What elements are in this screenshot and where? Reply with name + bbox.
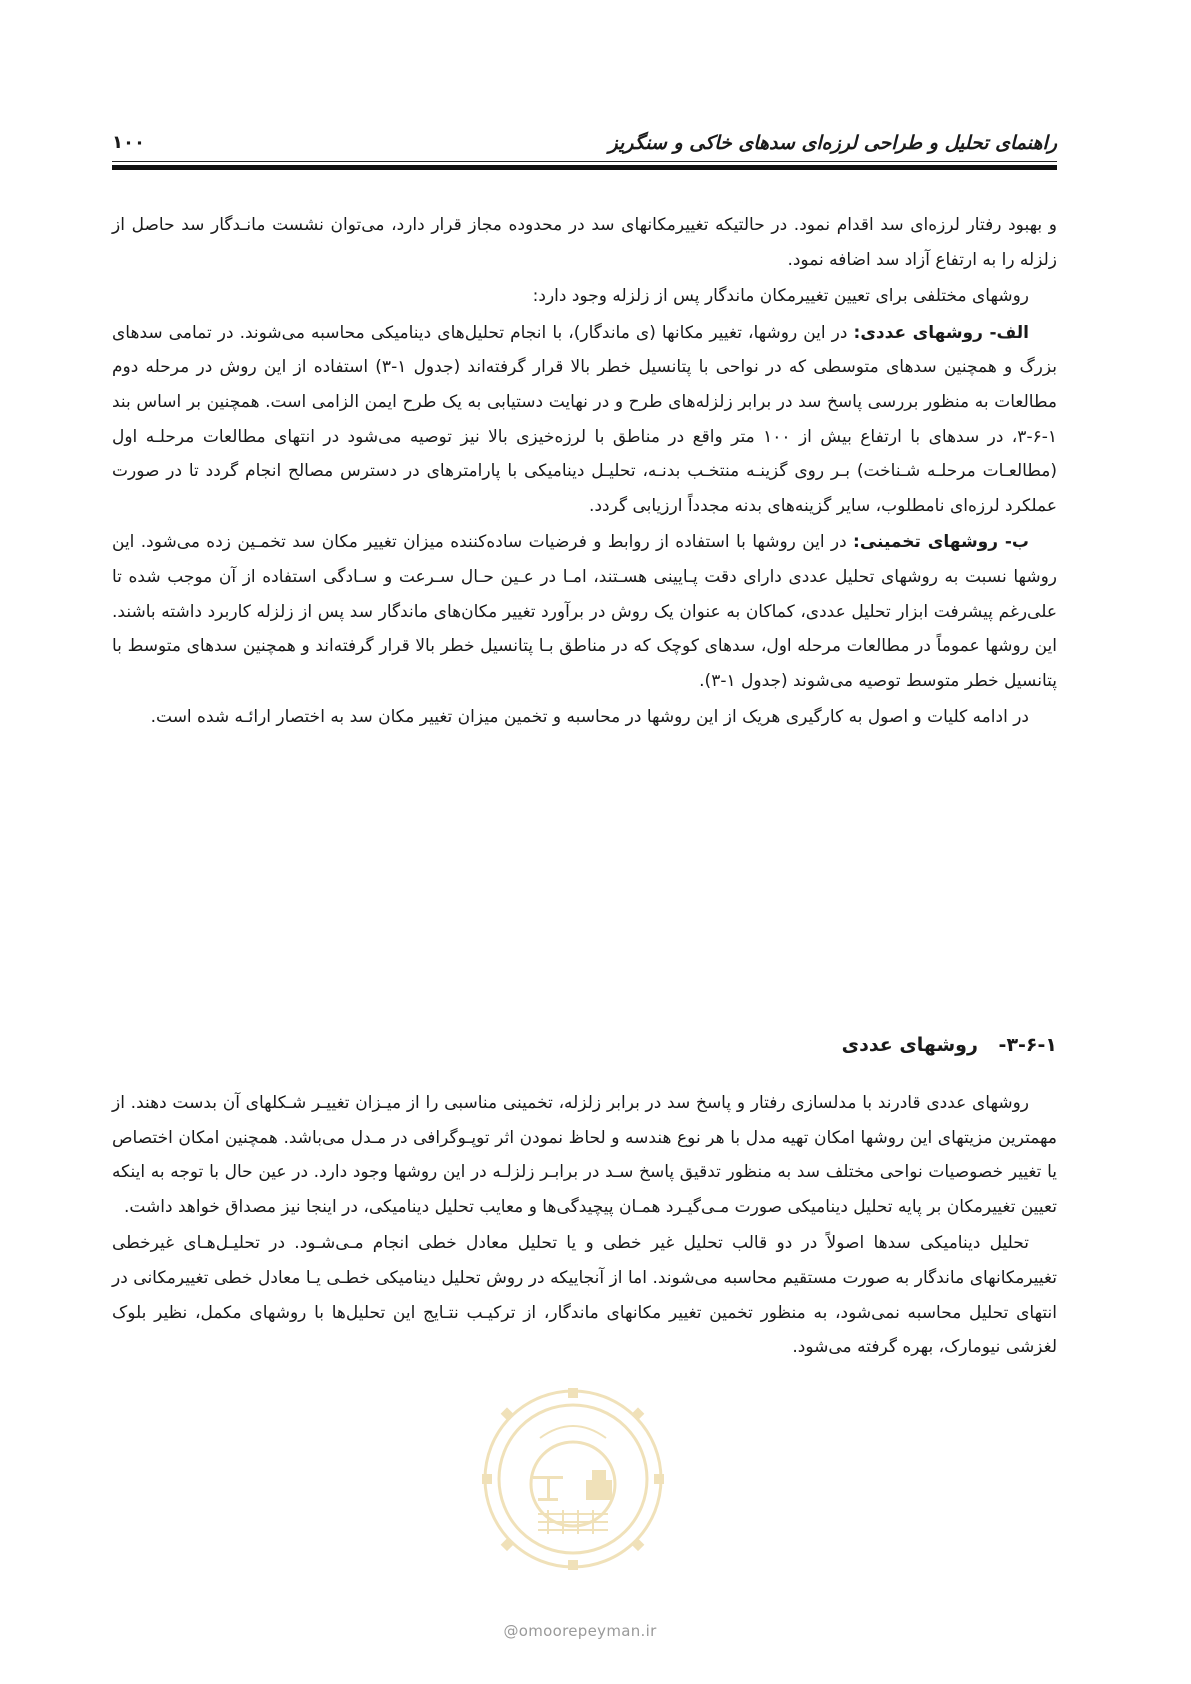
header-rule-thick xyxy=(112,165,1057,170)
paragraph-body: در این روشها، تغییر مکانها (ی ماندگار)، با انجام تحلیل‌های دینامیکی محاسبه می‌شوند. در تمامی سدهای بزرگ و همچنین سدهای متوسطی که در نواحی با پتانسیل خطر بالا قرار گرفته‌اند (جدول ۱-۳) استفاده از این روش در مرحله دوم مطالعات به منظور بررسی پاسخ سد در برابر زلزله‌های طرح و در نهایت دستیابی به یک طرح ایمن الزامی است. همچنین بر اساس بند ۱-۶-۳، در سدهای با ارتفاع بیش از ۱۰۰ متر واقع در مناطق با لرزه‌خیزی بالا نیز توصیه می‌شود در انتهای مطالعات مرحلـه اول (مطالعـات مرحلـه شـناخت) بـر روی گزینـه منتخـب بدنـه، تحلیـل دینامیکی با پارامترهای در دسترس مصالح انجام گردد تا در صورت عملکرد لرزه‌ای نامطلوب، سایر گزینه‌های بدنه مجدداً ارزیابی گردد. xyxy=(112,322,1057,516)
paragraph-lead: الف- روشهای عددی: xyxy=(853,322,1029,343)
paragraph xyxy=(112,525,1057,698)
section-body-text xyxy=(112,1086,1057,1367)
paragraph xyxy=(112,316,1057,524)
watermark-seal-icon xyxy=(478,1384,668,1574)
body-text xyxy=(112,208,1057,737)
section-heading xyxy=(112,1034,1057,1056)
header-rule-thin xyxy=(112,161,1057,162)
watermark-url: @omoorepeyman.ir xyxy=(503,1622,657,1640)
paragraph: و بهبود رفتار لرزه‌ای سد اقدام نمود. در حالتیکه تغییرمکانهای سد در محدوده مجاز قرار دارد، می‌توان نشست مانـدگار سد حاصل از زلزله را به ارتفاع آزاد سد اضافه نمود. xyxy=(112,215,1057,270)
section-number: ۳-۶-۱- xyxy=(998,1034,1057,1056)
paragraph: روشهای عددی قادرند با مدلسازی رفتار و پاسخ سد در برابر زلزله، تخمینی مناسبی را از میـزان تغییـر شـکلهای آن بدست دهند. از مهمترین مزیتهای این روشها امکان تهیه مدل با هر نوع هندسه و لحاظ نمودن اثر توپـوگرافی در مـدل می‌باشد. همچنین امکان اختصاص یا تغییر خصوصیات نواحی مختلف سد به منظور تدقیق پاسخ سـد در برابـر زلزلـه در این روشها وجود دارد. در عین حال با توجه به اینکه تعیین تغییرمکان بر پایه تحلیل دینامیکی صورت مـی‌گیـرد همـان پیچیدگی‌ها و معایب تحلیل دینامیکی، در اینجا نیز مصداق خواهد داشت. xyxy=(112,1093,1057,1217)
paragraph-lead: ب- روشهای تخمینی: xyxy=(853,532,1029,553)
page-header xyxy=(112,128,1057,168)
page-number: ۱۰۰ xyxy=(112,132,145,153)
paragraph: تحلیل دینامیکی سدها اصولاً در دو قالب تحلیل غیر خطی و یا تحلیل معادل خطی انجام مـی‌شـود. در تحلیـل‌هـای غیرخطی تغییرمکانهای ماندگار به صورت مستقیم محاسبه می‌شوند. اما از آنجاییکه در روش تحلیل دینامیکی خطـی یـا معادل خطی تغییرمکانی در انتهای تحلیل محاسبه نمی‌شود، به منظور تخمین تغییر مکانهای ماندگار، از ترکیـب نتـایج این تحلیل‌ها با روشهای مکمل، نظیر بلوک لغزشی نیومارک، بهره گرفته می‌شود. xyxy=(112,1233,1057,1358)
paragraph-body: در این روشها با استفاده از روابط و فرضیات ساده‌کننده میزان تغییر مکان سد تخمـین زده می‌شود. این روشها نسبت به روشهای تحلیل عددی دارای دقت پـایینی هسـتند، امـا در عـین حـال سـرعت و سـادگی استفاده از آن موجب شده تا علی‌رغم پیشرفت ابزار تحلیل عددی، کماکان به عنوان یک روش در برآورد تغییر مکان‌های ماندگار سد پس از زلزله کاربرد داشته باشند. این روشها عموماً در مطالعات مرحله اول، سدهای کوچک که در مناطق بـا پتانسیل خطر بالا قرار گرفته‌اند و همچنین سدهای متوسط با پتانسیل خطر متوسط توصیه می‌شوند (جدول ۱-۳). xyxy=(112,532,1057,691)
paragraph: در ادامه کلیات و اصول به کارگیری هریک از این روشها در محاسبه و تخمین میزان تغییر مکان سد به اختصار ارائـه شده است. xyxy=(150,707,1029,728)
paragraph: روشهای مختلفی برای تعیین تغییرمکان ماندگار پس از زلزله وجود دارد: xyxy=(532,286,1029,307)
running-title: راهنمای تحلیل و طراحی لرزه‌ای سدهای خاکی و سنگریز xyxy=(608,132,1057,154)
section-title: روشهای عددی xyxy=(841,1034,978,1056)
